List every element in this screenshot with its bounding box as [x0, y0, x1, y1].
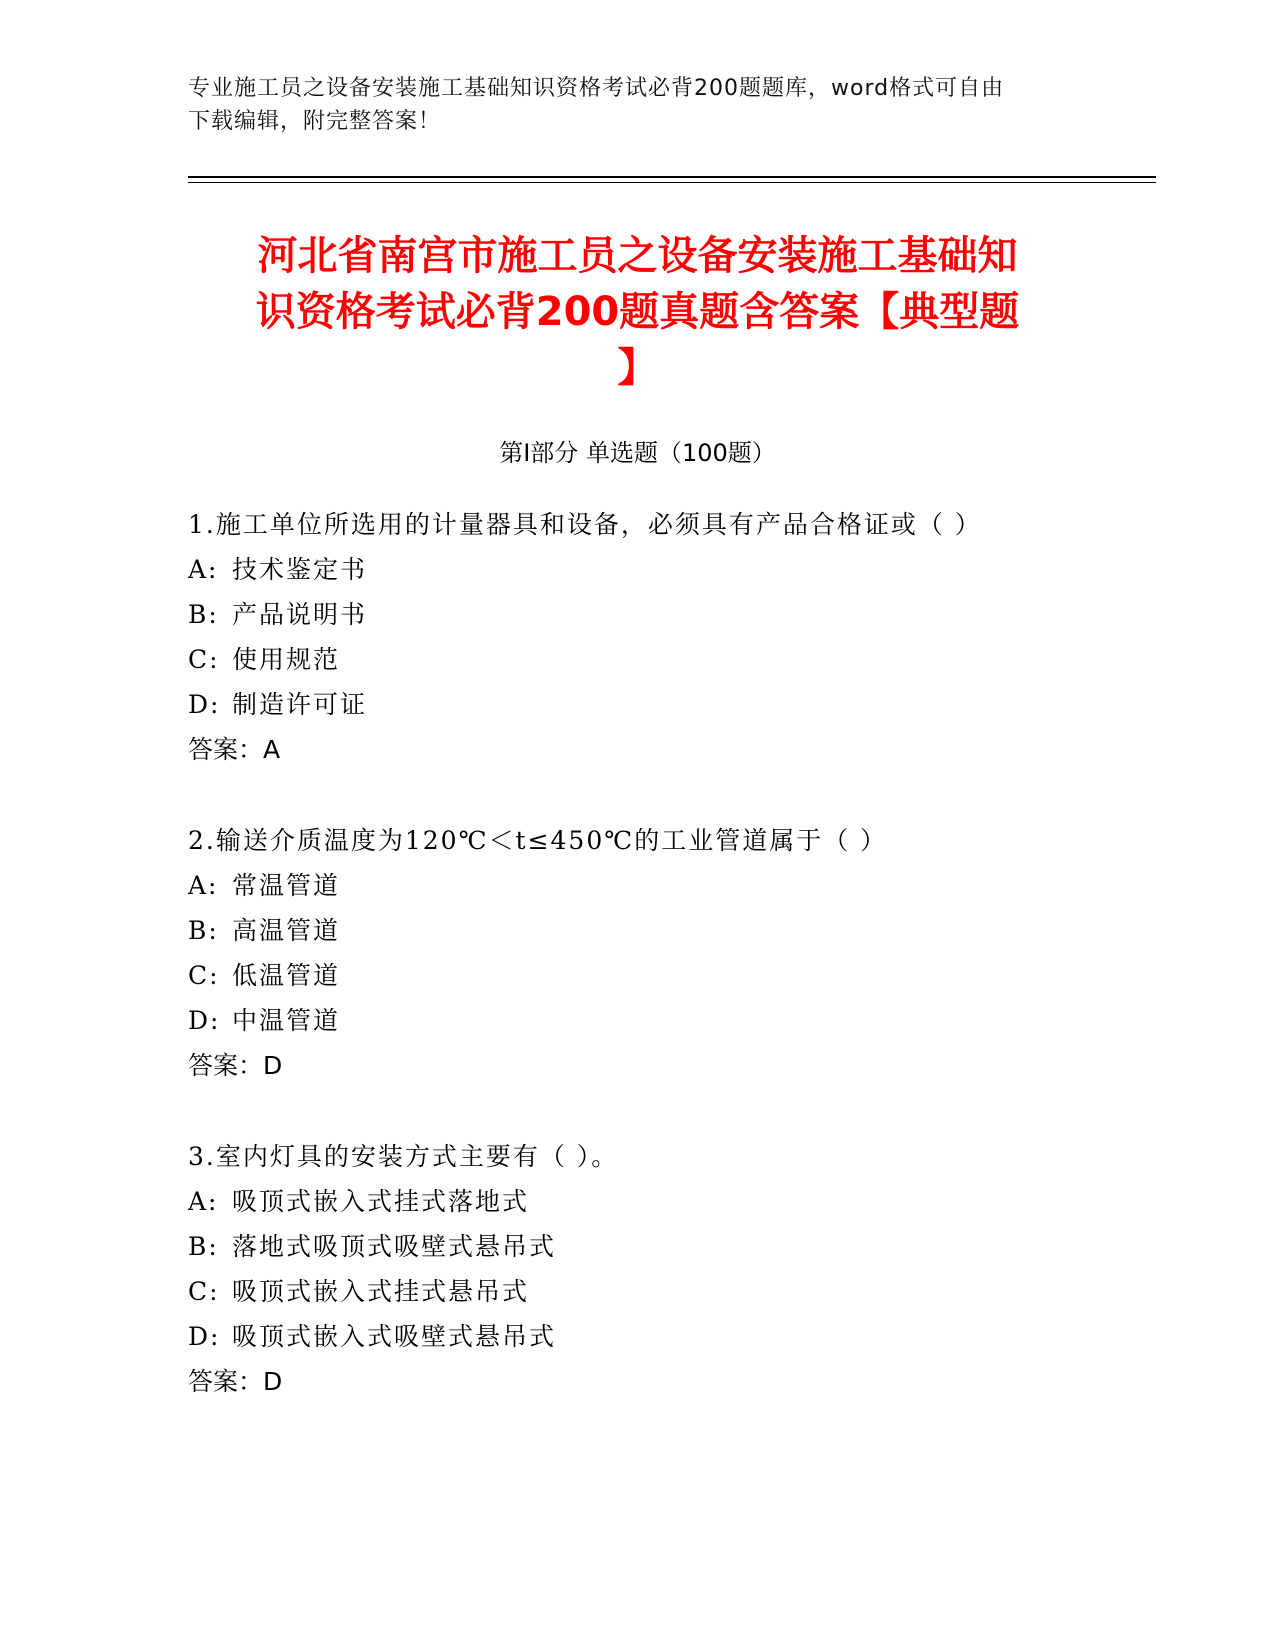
option-text: 落地式吸顶式吸壁式悬吊式: [232, 1232, 557, 1261]
option-text: 技术鉴定书: [232, 555, 368, 584]
option-letter: A:: [188, 555, 219, 584]
option-letter: D:: [188, 690, 221, 719]
question-stem: 1.施工单位所选用的计量器具和设备，必须具有产品合格证或（ ）: [188, 510, 982, 539]
option-letter: C:: [188, 1277, 220, 1306]
header-divider-thin: [188, 182, 1156, 183]
option-c: [188, 953, 1088, 998]
option-letter: D:: [188, 1322, 221, 1351]
option-b: [188, 592, 1088, 637]
option-d: [188, 998, 1088, 1043]
option-text: 高温管道: [232, 916, 341, 945]
answer: 答案：A: [188, 735, 281, 764]
document-title-line-2: 识资格考试必背200题真题含答案【典型题: [255, 289, 1020, 335]
option-letter: B:: [188, 916, 219, 945]
option-a: [188, 1179, 1088, 1224]
option-letter: C:: [188, 961, 220, 990]
option-a: [188, 863, 1088, 908]
option-letter: D:: [188, 1006, 221, 1035]
question-3: [188, 1134, 1088, 1404]
question-2: [188, 818, 1088, 1088]
option-d: [188, 1314, 1088, 1359]
document-title: [195, 228, 1080, 396]
option-text: 常温管道: [232, 871, 341, 900]
option-c: [188, 1269, 1088, 1314]
option-text: 吸顶式嵌入式吸壁式悬吊式: [232, 1322, 557, 1351]
header-divider-thick: [188, 176, 1156, 178]
option-letter: A:: [188, 1187, 219, 1216]
option-text: 吸顶式嵌入式挂式落地式: [232, 1187, 530, 1216]
section-heading: 第Ⅰ部分 单选题（100题）: [499, 439, 776, 467]
option-b: [188, 1224, 1088, 1269]
option-letter: C:: [188, 645, 220, 674]
option-d: [188, 682, 1088, 727]
option-text: 制造许可证: [232, 690, 368, 719]
option-letter: B:: [188, 600, 219, 629]
header-note: [188, 72, 1088, 138]
header-note-line-2: 下载编辑，附完整答案！: [188, 109, 442, 134]
option-text: 低温管道: [232, 961, 341, 990]
option-a: [188, 547, 1088, 592]
document-title-line-3: 】: [617, 345, 658, 391]
option-text: 中温管道: [232, 1006, 341, 1035]
option-text: 使用规范: [232, 645, 341, 674]
question-stem: 3.室内灯具的安装方式主要有（ ）。: [188, 1142, 619, 1171]
option-letter: A:: [188, 871, 219, 900]
header-note-line-1: 专业施工员之设备安装施工基础知识资格考试必背200题题库，word格式可自由: [188, 76, 1005, 101]
option-letter: B:: [188, 1232, 219, 1261]
option-c: [188, 637, 1088, 682]
option-text: 产品说明书: [232, 600, 368, 629]
answer: 答案：D: [188, 1051, 283, 1080]
question-1: [188, 502, 1088, 772]
answer: 答案：D: [188, 1367, 283, 1396]
option-b: [188, 908, 1088, 953]
question-stem: 2.输送介质温度为120℃＜t≤450℃的工业管道属于（ ）: [188, 826, 888, 855]
document-title-line-1: 河北省南宫市施工员之设备安装施工基础知: [257, 233, 1018, 279]
option-text: 吸顶式嵌入式挂式悬吊式: [232, 1277, 530, 1306]
